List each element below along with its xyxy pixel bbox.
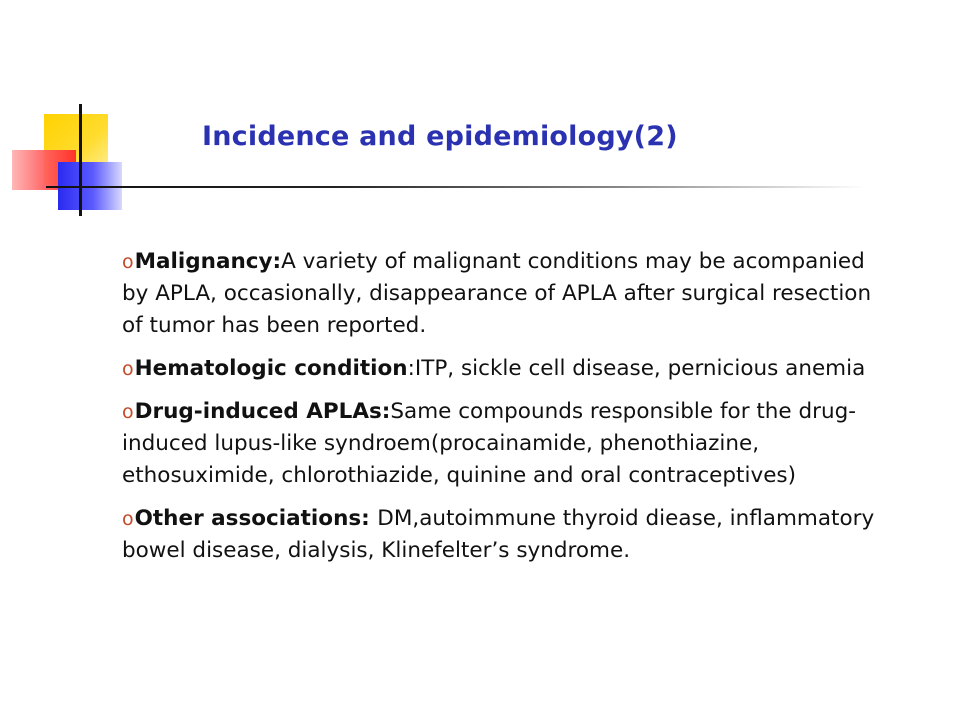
- slide-title: Incidence and epidemiology(2): [202, 121, 678, 152]
- bullet-term: Other associations:: [134, 506, 378, 531]
- title-underline: [46, 186, 866, 188]
- bullet-marker: o: [122, 251, 134, 273]
- bullet-list: [122, 246, 892, 578]
- bullet-marker: o: [122, 401, 134, 423]
- bullet-text: DM,autoimmune thyroid diease, inflammatory bowel disease, dialysis, Klinefelter’s syndrome.: [122, 506, 875, 563]
- bullet-item-drug-induced: [122, 396, 892, 492]
- bullet-marker: o: [122, 508, 134, 530]
- bullet-term: Drug-induced APLAs:: [134, 399, 391, 424]
- bullet-item-other-associations: [122, 503, 892, 567]
- logo-vertical-line: [79, 104, 82, 216]
- bullet-item-malignancy: [122, 246, 892, 342]
- bullet-text: A variety of malignant conditions may be acompanied by APLA, occasionally, disappearance of APLA after surgical resection of tumor has been reported.: [122, 249, 872, 338]
- bullet-term: Malignancy:: [134, 249, 282, 274]
- bullet-text: Same compounds responsible for the drug-induced lupus-like syndroem(procainamide, phenothiazine, ethosuximide, chlorothiazide, quinine and oral contraceptives): [122, 399, 857, 488]
- bullet-term: Hematologic condition: [134, 356, 408, 381]
- bullet-marker: o: [122, 358, 134, 380]
- bullet-text: :ITP, sickle cell disease, pernicious anemia: [407, 356, 866, 381]
- bullet-item-hematologic: [122, 353, 892, 385]
